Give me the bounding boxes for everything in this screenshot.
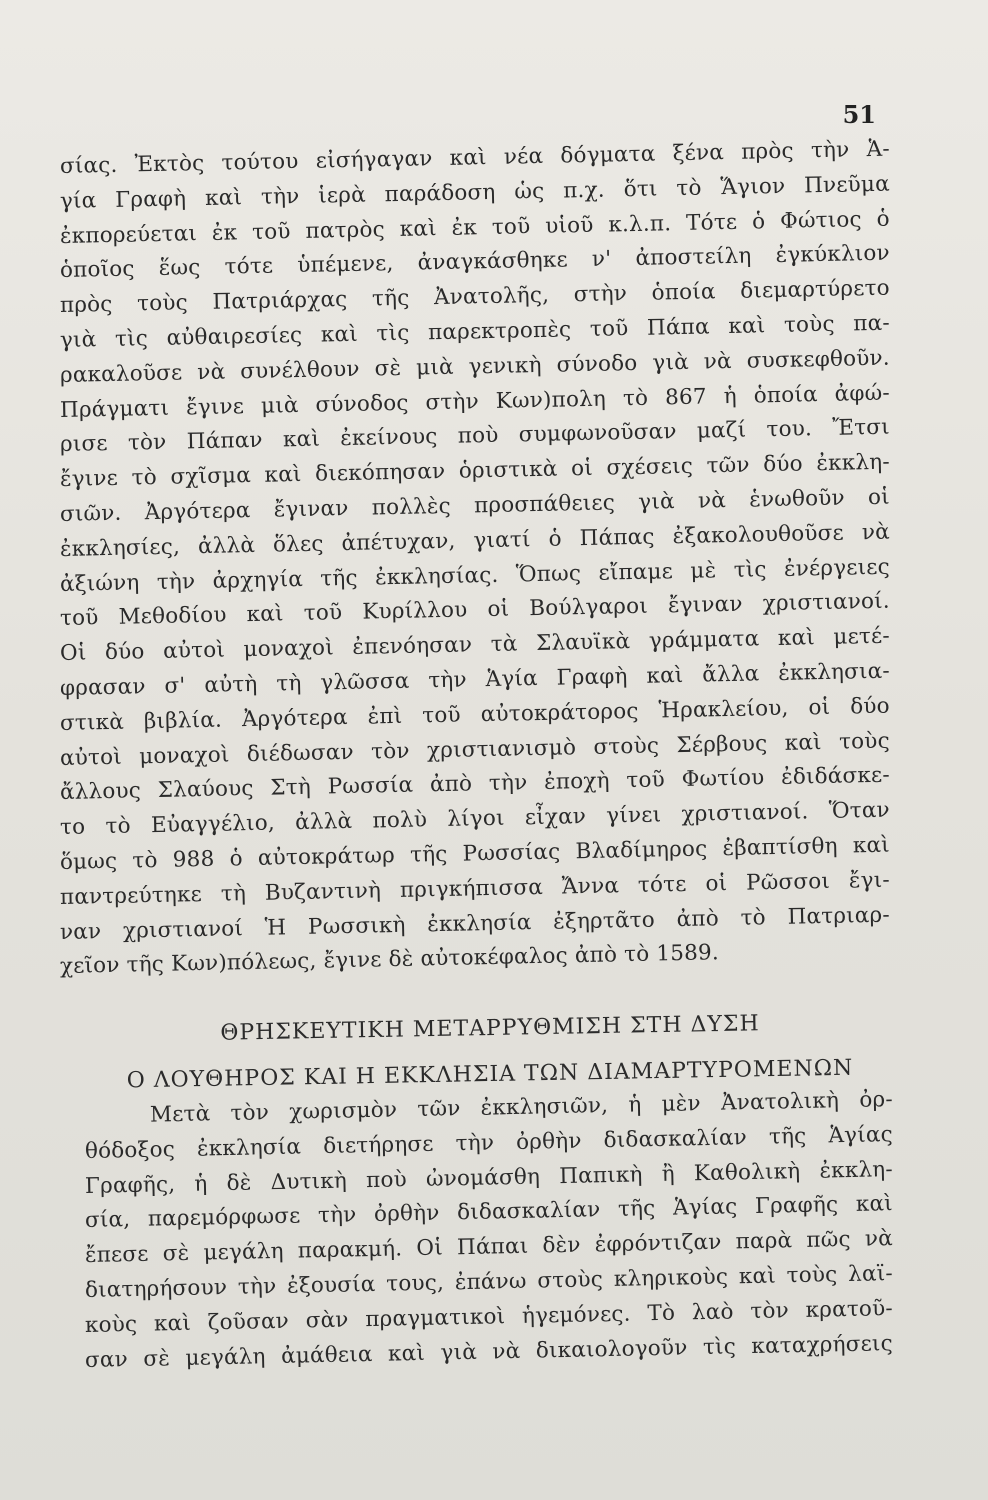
text-line: Μετὰ τὸν χωρισμὸν τῶν ἐκκλησιῶν, ἡ μὲν Ἀνατολικὴ ὀρ- (149, 1087, 894, 1128)
text-line: γιὰ τὶς αὐθαιρεσίες καὶ τὶς παρεκτροπὲς τοῦ Πάπα καὶ τοὺς πα- (59, 310, 891, 353)
text-line: Οἱ δύο αὐτοὶ μοναχοὶ ἐπενόησαν τὰ Σλαυϊκὰ γράμματα καὶ μετέ- (59, 623, 891, 667)
text-line: σιῶν. Ἀργότερα ἔγιναν πολλὲς προσπάθειες γιὰ νὰ ἑνωθοῦν οἱ (59, 484, 891, 527)
text-line: σαν σὲ μεγάλη ἀμάθεια καὶ γιὰ νὰ δικαιολογοῦν τὶς καταχρήσεις (84, 1330, 894, 1373)
text-line: το τὸ Εὐαγγέλιο, ἀλλὰ πολὺ λίγοι εἶχαν γίνει χριστιανοί. Ὅταν (59, 797, 891, 841)
heading-title: ΘΡΗΣΚΕΥΤΙΚΗ ΜΕΤΑΡΡΥΘΜΙΣΗ ΣΤΗ ΔΥΣΗ (220, 1011, 760, 1046)
text-line: ἀξιώνη τὴν ἀρχηγία τῆς ἐκκλησίας. Ὅπως εἴπαμε μὲ τὶς ἐνέργειες (59, 554, 891, 597)
page-number: 51 (842, 100, 876, 129)
paragraph-1 (59, 136, 891, 985)
section-heading (70, 1006, 910, 1098)
text-line: αὐτοὶ μοναχοὶ διέδωσαν τὸν χριστιανισμὸ στοὺς Σέρβους καὶ τοὺς (59, 728, 891, 771)
text-line: τοῦ Μεθοδίου καὶ τοῦ Κυρίλλου οἱ Βούλγαροι ἔγιναν χριστιανοί. (59, 588, 891, 632)
text-line: ἔγινε τὸ σχῖσμα καὶ διεκόπησαν ὁριστικὰ οἱ σχέσεις τῶν δύο ἐκκλη- (59, 449, 891, 493)
paragraph-2 (84, 1087, 894, 1378)
text-line: ἐκκλησίες, ἀλλὰ ὅλες ἀπέτυχαν, γιατί ὁ Πάπας ἐξακολουθοῦσε νὰ (59, 519, 891, 562)
text-line: σία, παρεμόρφωσε τὴν ὀρθὴν διδασκαλίαν τῆς Ἁγίας Γραφῆς καὶ (84, 1191, 894, 1234)
heading-subtitle: Ο ΛΟΥΘΗΡΟΣ ΚΑΙ Η ΕΚΚΛΗΣΙΑ ΤΩΝ ΔΙΑΜΑΡΤΥΡΟΜΕΝΩΝ (126, 1055, 854, 1094)
text-line: στικὰ βιβλία. Ἀργότερα ἐπὶ τοῦ αὐτοκράτορος Ἡρακλείου, οἱ δύο (59, 693, 891, 736)
text-line: ὁποῖος ἕως τότε ὑπέμενε, ἀναγκάσθηκε ν' ἀποστείλη ἐγκύκλιον (59, 241, 891, 284)
text-line: κοὺς καὶ ζοῦσαν σὰν πραγματικοὶ ἡγεμόνες. Τὸ λαὸ τὸν κρατοῦ- (84, 1295, 894, 1338)
text-line: ὅμως τὸ 988 ὁ αὐτοκράτωρ τῆς Ρωσσίας Βλαδίμηρος ἐβαπτίσθη καὶ (59, 832, 891, 875)
text-line: γία Γραφὴ καὶ τὴν ἱερὰ παράδοση ὡς π.χ. ὅτι τὸ Ἅγιον Πνεῦμα (59, 171, 891, 214)
text-line: ρακαλοῦσε νὰ συνέλθουν σὲ μιὰ γενικὴ σύνοδο γιὰ νὰ συσκεφθοῦν. (59, 345, 891, 388)
text-line: ναν χριστιανοί Ἡ Ρωσσικὴ ἐκκλησία ἐξηρτᾶτο ἀπὸ τὸ Πατριαρ- (59, 902, 891, 945)
text-line: φρασαν σ' αὐτὴ τὴ γλῶσσα τὴν Ἁγία Γραφὴ καὶ ἄλλα ἐκκλησια- (59, 658, 891, 701)
text-line: ἔπεσε σὲ μεγάλη παρακμή. Οἱ Πάπαι δὲν ἐφρόντιζαν παρὰ πῶς νὰ (84, 1226, 894, 1269)
text-line: Πράγματι ἔγινε μιὰ σύνοδος στὴν Κων)πολη τὸ 867 ἡ ὁποία ἀφώ- (59, 380, 891, 423)
text-line: ἄλλους Σλαύους Στὴ Ρωσσία ἀπὸ τὴν ἐποχὴ τοῦ Φωτίου ἐδιδάσκε- (59, 762, 891, 806)
text-line: παντρεύτηκε τὴ Βυζαντινὴ πριγκήπισσα Ἄννα τότε οἱ Ρῶσσοι ἔγι- (59, 867, 891, 910)
text-line: σίας. Ἐκτὸς τούτου εἰσήγαγαν καὶ νέα δόγματα ξένα πρὸς τὴν Ἁ- (59, 136, 891, 179)
text-line: χεῖον τῆς Κων)πόλεως, ἔγινε δὲ αὐτοκέφαλος ἀπὸ τὸ 1589. (59, 940, 720, 980)
text-line: ρισε τὸν Πάπαν καὶ ἐκείνους ποὺ συμφωνοῦσαν μαζί του. Ἔτσι (59, 414, 891, 458)
text-line: διατηρήσουν τὴν ἐξουσία τους, ἐπάνω στοὺς κληρικοὺς καὶ τοὺς λαϊ- (84, 1261, 894, 1303)
text-line: ἐκπορεύεται ἐκ τοῦ πατρὸς καὶ ἐκ τοῦ υἱοῦ κ.λ.π. Τότε ὁ Φώτιος ὁ (59, 206, 891, 249)
text-line: Γραφῆς, ἡ δὲ Δυτικὴ ποὺ ὠνομάσθη Παπικὴ ἢ Καθολικὴ ἐκκλη- (84, 1156, 894, 1199)
text-line: πρὸς τοὺς Πατριάρχας τῆς Ἀνατολῆς, στὴν ὁποία διεμαρτύρετο (59, 275, 891, 319)
text-line: θόδοξος ἐκκλησία διετήρησε τὴν ὀρθὴν διδασκαλίαν τῆς Ἁγίας (84, 1121, 894, 1164)
